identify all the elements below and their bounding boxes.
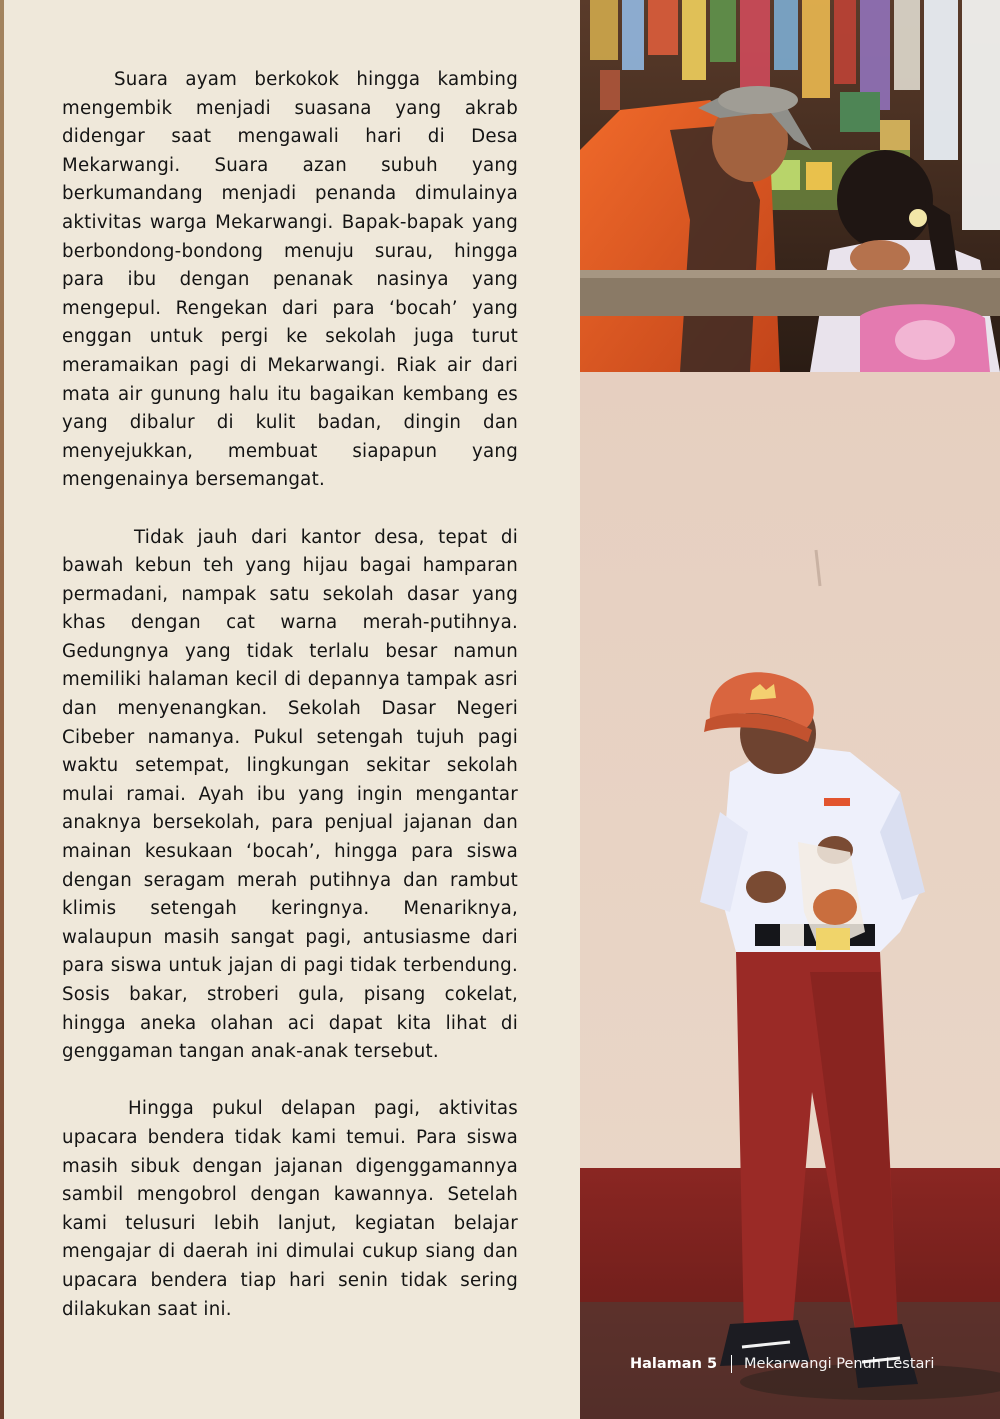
publication-title: Mekarwangi Penuh Lestari (744, 1356, 935, 1372)
article-paragraph-2: Tidak jauh dari kantor desa, tepat di bawah kebun teh yang hijau bagai hamparan permadani, nampak satu sekolah dasar yang khas dengan cat warna merah-putihnya. Gedungnya yang tidak terlalu besar namun memiliki halaman kecil di depannya tampak asri dan menyenangkan. Sekolah Dasar Negeri Cibeber namanya. Pukul setengah tujuh pagi waktu setempat, lingkungan sekitar sekolah mulai ramai. Ayah ibu yang ingin mengantar anaknya bersekolah, para penjual jajanan dan mainan kesukaan ‘bocah’, hingga para siswa dengan seragam merah putihnya dan rambut klimis setengah keringnya. Menariknya, walaupun masih sangat pagi, antusiasme dari para siswa untuk jajan di pagi tidak terbendung. Sosis bakar, stroberi gula, pisang cokelat, hingga aneka olahan aci dapat kita lihat di genggaman tangan anak-anak tersebut. (62, 526, 518, 1063)
page-footer (630, 1352, 934, 1376)
article-body (62, 66, 518, 1353)
footer-separator (731, 1355, 732, 1373)
page-number-label: Halaman 5 (630, 1356, 718, 1372)
photo-vendor-stall (580, 0, 1000, 372)
left-edge-strip (0, 0, 4, 1419)
photo-student-uniform (580, 372, 1000, 1419)
article-paragraph-3: Hingga pukul delapan pagi, aktivitas upacara bendera tidak kami temui. Para siswa masih sibuk dengan jajanan digenggamannya sambil mengobrol dengan kawannya. Setelah kami telusuri lebih lanjut, kegiatan belajar mengajar di daerah ini dimulai cukup siang dan upacara bendera tiap hari senin tidak sering dilakukan saat ini. (62, 1098, 518, 1320)
vendor-stall-illustration (580, 0, 1000, 372)
student-illustration (580, 372, 1000, 1419)
article-paragraph-1: Suara ayam berkokok hingga kambing mengembik menjadi suasana yang akrab didengar saat mengawali hari di Desa Mekarwangi. Suara azan subuh yang berkumandang menjadi penanda dimulainya aktivitas warga Mekarwangi. Bapak-bapak yang berbondong-bondong menuju surau, hingga para ibu dengan penanak nasinya yang mengepul. Rengekan dari para ‘bocah’ yang enggan untuk pergi ke sekolah juga turut meramaikan pagi di Mekarwangi. Riak air dari mata air gunung halu itu bagaikan kembang es yang dibalur di kulit badan, dingin dan menyejukkan, membuat siapapun yang mengenainya bersemangat. (62, 69, 518, 491)
